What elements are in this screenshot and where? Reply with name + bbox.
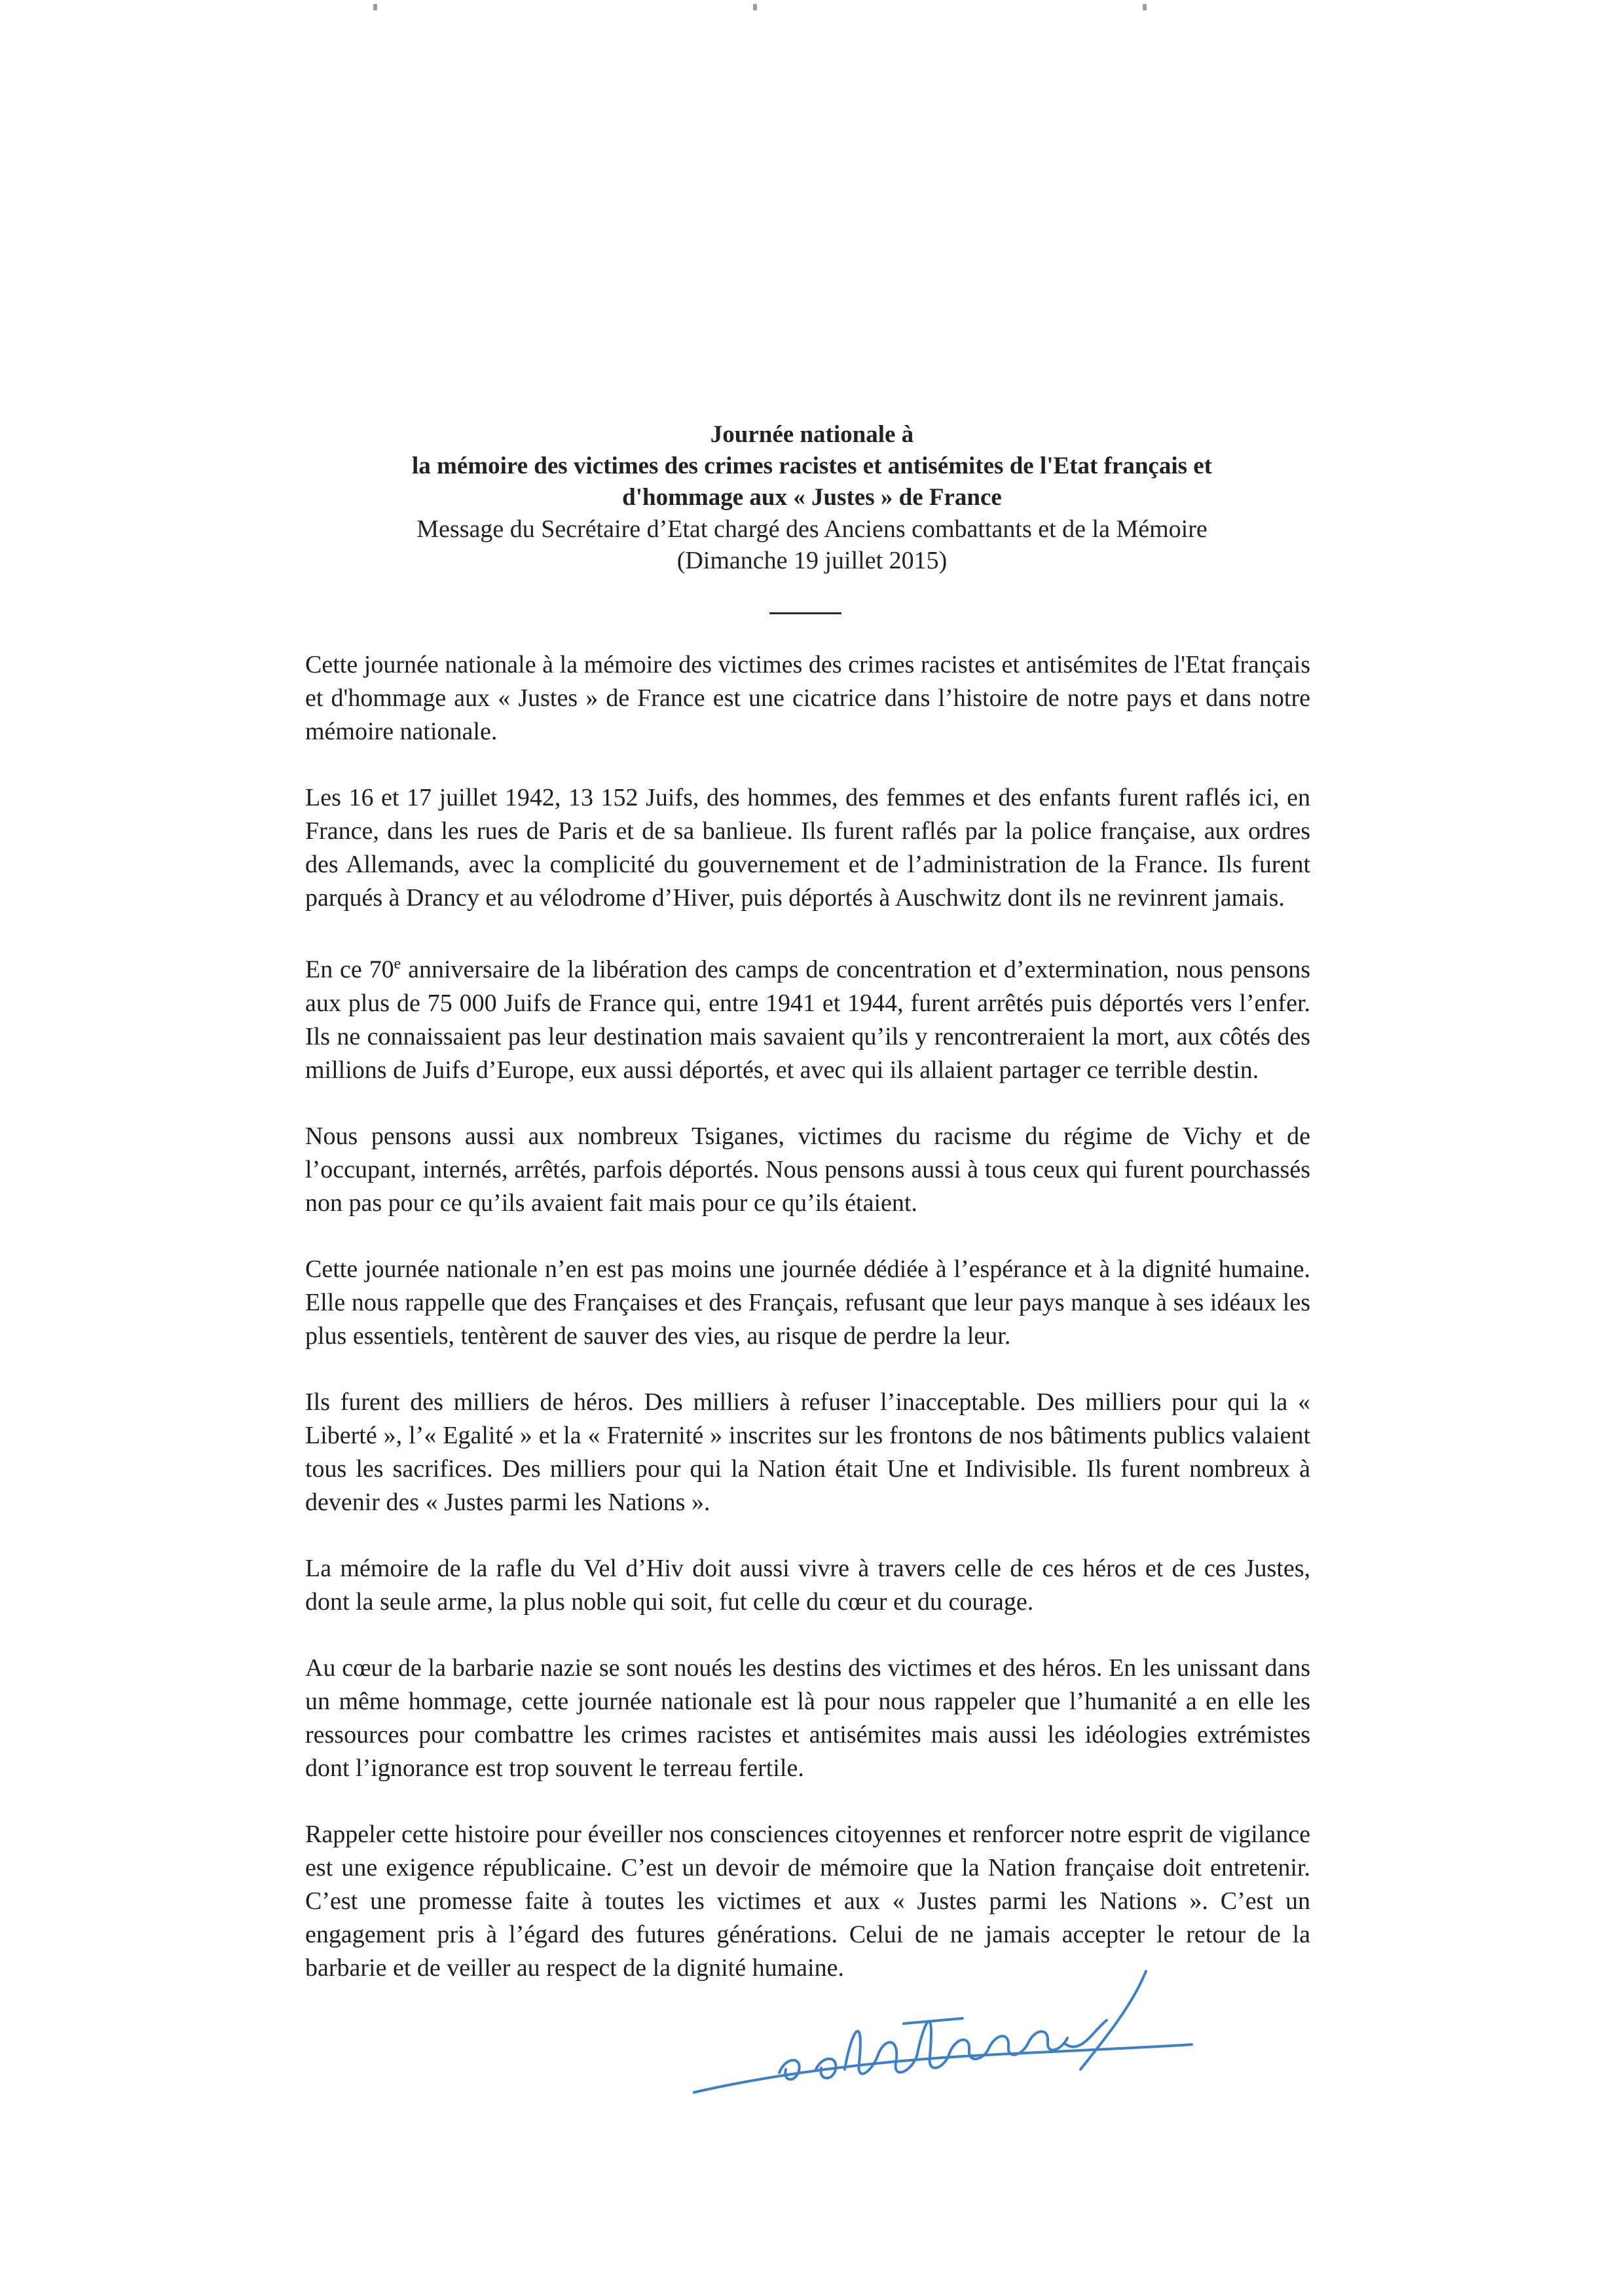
paragraph: En ce 70e anniversaire de la libération des camps de concentration et d’extermination, nous pensons aux plus de 75 000 Juifs de France qui, entre 1941 et 1944, furent arrêtés puis déportés vers l’enfer. Ils ne connaissaient pas leur destination mais savaient qu’ils y rencontreraient la mort, aux côtés des millions de Juifs d’Europe, eux aussi déportés, et avec qui ils allaient partager ce terrible destin. — [305, 955, 1311, 1084]
scan-mark — [373, 4, 377, 10]
document-header — [249, 419, 1375, 576]
paragraph: Les 16 et 17 juillet 1942, 13 152 Juifs, des hommes, des femmes et des enfants furent raflés ici, en France, dans les rues de Paris et de sa banlieue. Ils furent raflés par la police française, aux ordres des Allemands, avec la complicité du gouvernement et de l’administration de la France. Ils furent parqués à Drancy et au vélodrome d’Hiver, puis déportés à Auschwitz dont ils ne revinrent jamais. — [305, 784, 1310, 912]
paragraph: La mémoire de la rafle du Vel d’Hiv doit aussi vivre à travers celle de ces héros et de ces Justes, dont la seule arme, la plus noble qui soit, fut celle du cœur et du courage. — [305, 1554, 1310, 1616]
header-divider — [769, 612, 841, 614]
scan-mark — [1143, 4, 1147, 10]
header-date: (Dimanche 19 juillet 2015) — [676, 547, 948, 574]
paragraph: Nous pensons aussi aux nombreux Tsiganes, victimes du racisme du régime de Vichy et de l’occupant, internés, arrêtés, parfois déportés. Nous pensons aussi à tous ceux qui furent pourchassés non pas pour ce qu’ils avaient fait mais pour ce qu’ils étaient. — [305, 1122, 1310, 1217]
message-body — [305, 648, 1310, 2018]
header-title-line-2: la mémoire des victimes des crimes racistes et antisémites de l'Etat français et — [411, 453, 1212, 479]
paragraph: Cette journée nationale à la mémoire des victimes des crimes racistes et antisémites de l'Etat français et d'hommage aux « Justes » de France est une cicatrice dans l’histoire de notre pays et dans notre mémoire nationale. — [305, 651, 1310, 745]
header-title-line-3: d'hommage aux « Justes » de France — [622, 484, 1002, 511]
paragraph: Cette journée nationale n’en est pas moins une journée dédiée à l’espérance et à la dignité humaine. Elle nous rappelle que des Françaises et des Français, refusant que leur pays manque à ses idéaux les plus essentiels, tentèrent de sauver des vies, au risque de perdre la leur. — [305, 1255, 1310, 1350]
paragraph: Au cœur de la barbarie nazie se sont noués les destins des victimes et des héros. En les unissant dans un même hommage, cette journée nationale est là pour nous rappeler que l’humanité a en elle les ressources pour combattre les crimes racistes et antisémites mais aussi les idéologies extrémistes dont l’ignorance est trop souvent le terreau fertile. — [305, 1654, 1310, 1782]
handwritten-signature-icon — [688, 1958, 1198, 2109]
paragraph: Rappeler cette histoire pour éveiller nos consciences citoyennes et renforcer notre esprit de vigilance est une exigence républicaine. C’est un devoir de mémoire que la Nation française doit entretenir. C’est une promesse faite à toutes les victimes et aux « Justes parmi les Nations ». C’est un engagement pris à l’égard des futures générations. Celui de ne jamais accepter le retour de la barbarie et de veiller au respect de la dignité humaine. — [305, 1820, 1310, 1982]
header-title-line-1: Journée nationale à — [710, 421, 914, 448]
paragraph: Ils furent des milliers de héros. Des milliers à refuser l’inacceptable. Des milliers pour qui la « Liberté », l’« Egalité » et la « Fraternité » inscrites sur les frontons de nos bâtiments publics valaient tous les sacrifices. Des milliers pour qui la Nation était Une et Indivisible. Ils furent nombreux à devenir des « Justes parmi les Nations ». — [305, 1388, 1310, 1516]
ordinal-suffix: e — [394, 955, 401, 972]
scan-mark — [753, 4, 757, 10]
header-subtitle: Message du Secrétaire d’Etat chargé des Anciens combattants et de la Mémoire — [416, 515, 1208, 543]
